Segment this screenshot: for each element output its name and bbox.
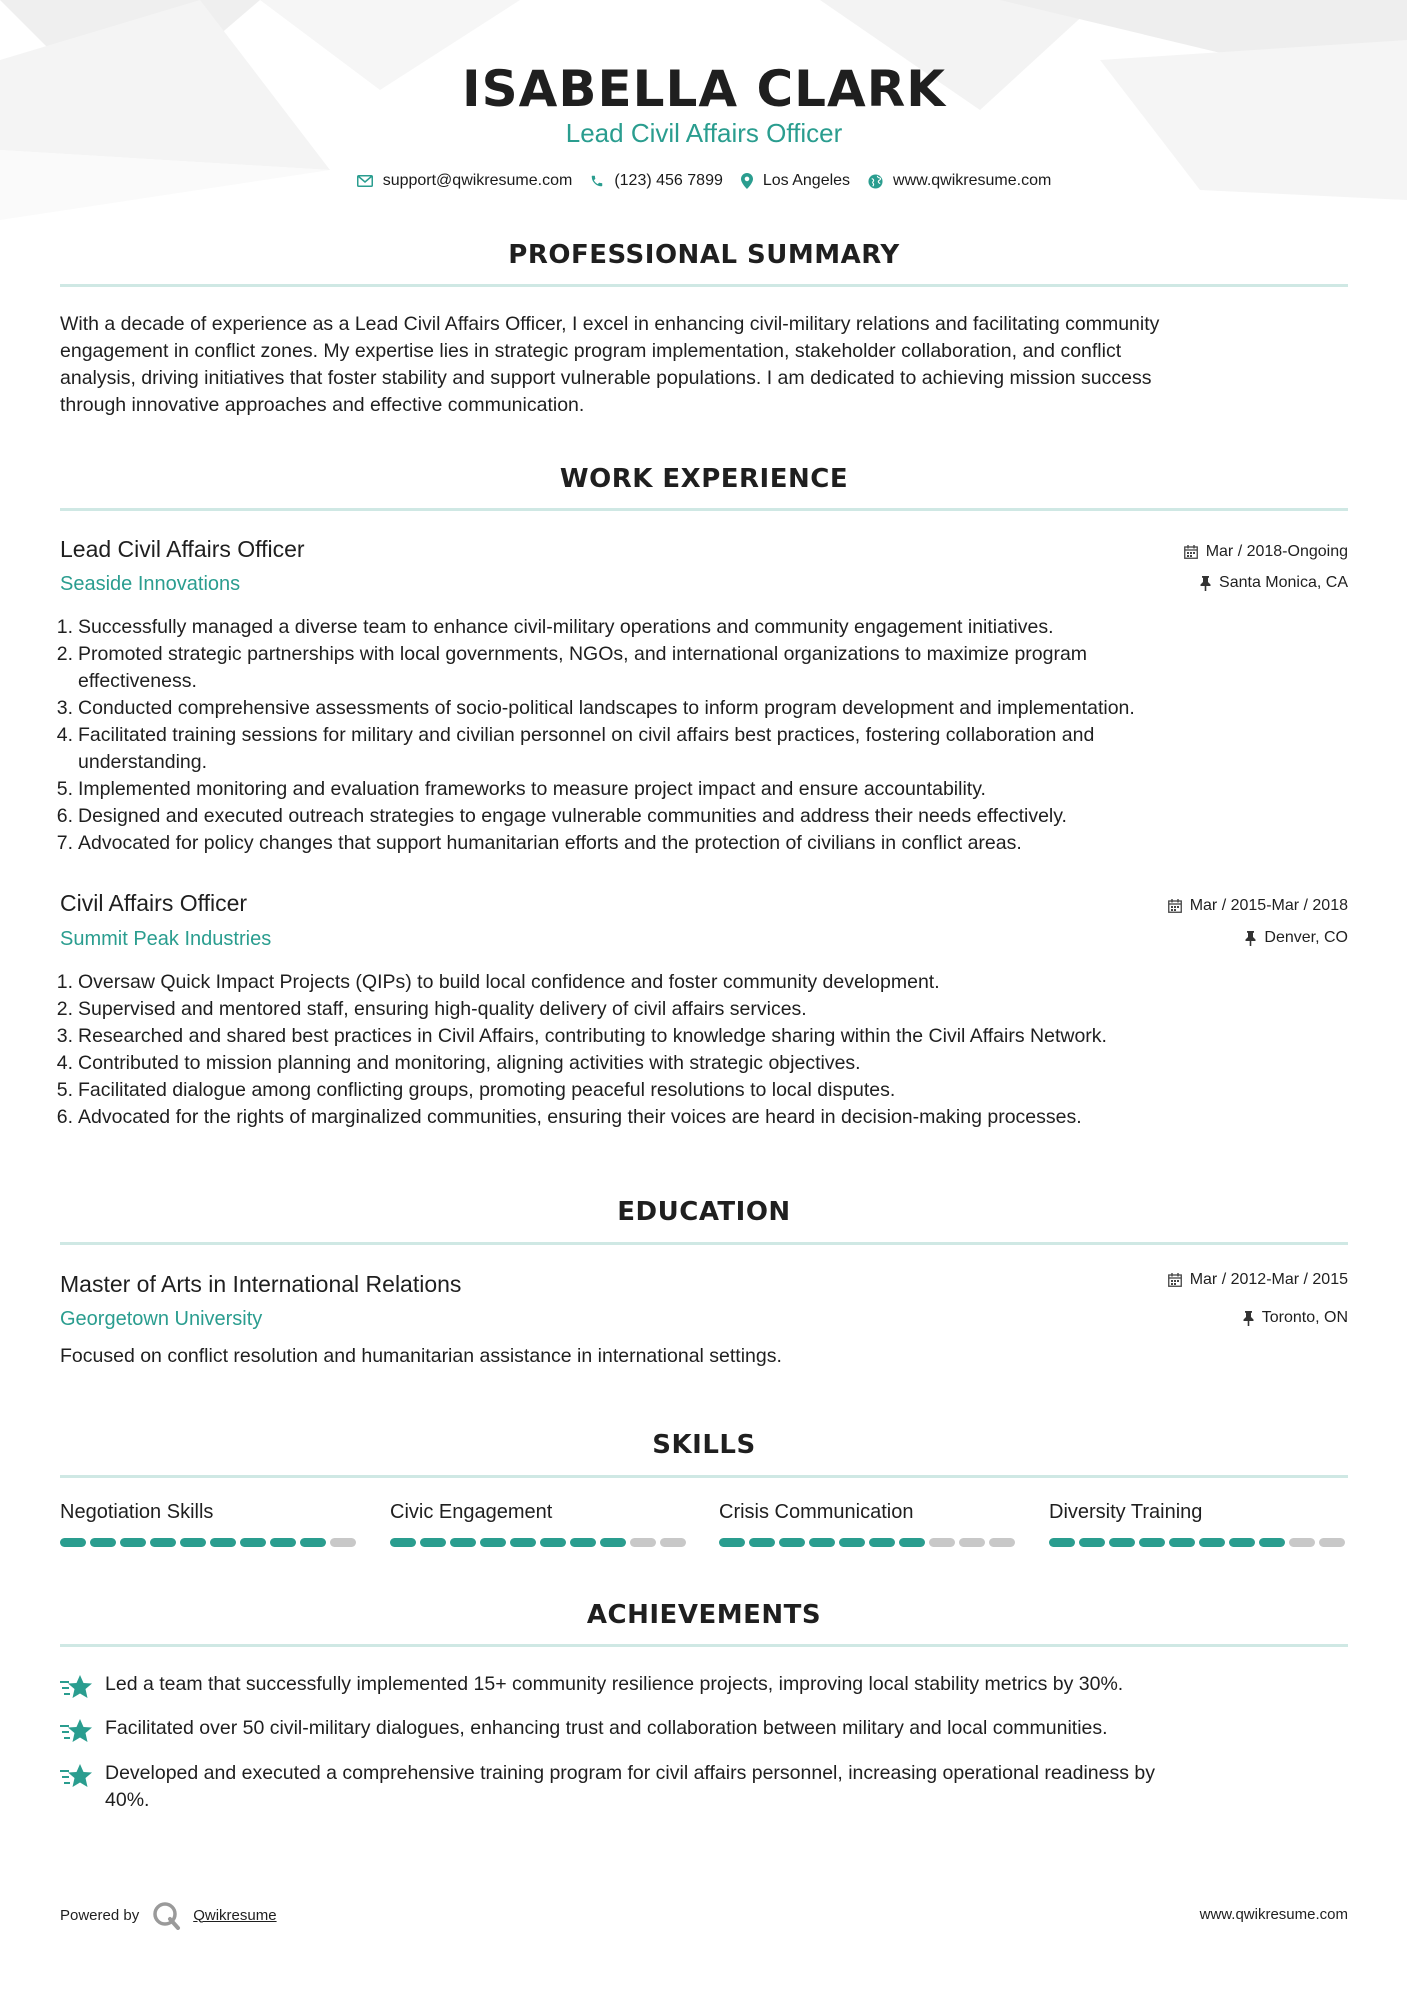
- skill-item: [1049, 1501, 1349, 1547]
- pushpin-icon: [1243, 1311, 1254, 1326]
- footer-website[interactable]: www.qwikresume.com: [1199, 1906, 1348, 1923]
- skill-name: Negotiation Skills: [60, 1501, 214, 1523]
- job-bullets: [56, 614, 1348, 857]
- skills-heading: SKILLS: [652, 1430, 756, 1460]
- skill-dot-filled: [719, 1538, 745, 1547]
- list-item: 2. Supervised and mentored staff, ensuring high-quality delivery of civil affairs services.: [56, 998, 807, 1020]
- job-title: Civil Affairs Officer: [60, 890, 248, 916]
- education-location: [1243, 1309, 1348, 1327]
- skill-dot-empty: [1289, 1538, 1315, 1547]
- skill-dot-filled: [90, 1538, 116, 1547]
- list-item: understanding.: [78, 751, 208, 773]
- contact-location: [741, 172, 850, 190]
- skill-dot-filled: [480, 1538, 506, 1547]
- skill-dot-filled: [809, 1538, 835, 1547]
- summary-text: [60, 311, 1348, 419]
- skill-dot-filled: [120, 1538, 146, 1547]
- skill-dot-empty: [660, 1538, 686, 1547]
- skill-name: Crisis Communication: [719, 1501, 914, 1523]
- job-company: Seaside Innovations: [60, 573, 241, 595]
- skill-dot-empty: [959, 1538, 985, 1547]
- achievement-line: Led a team that successfully implemented 15+ community resilience projects, improving local stability metrics by 30%.: [105, 1673, 1124, 1695]
- summary-line: engagement in conflict zones. My expertise lies in strategic program implementation, stakeholder collaboration, and conflict: [60, 340, 1122, 362]
- qwikresume-logo-icon: [151, 1900, 181, 1930]
- skill-dot-filled: [779, 1538, 805, 1547]
- skill-dot-filled: [420, 1538, 446, 1547]
- email-text: support@qwikresume.com: [382, 172, 573, 189]
- calendar-icon: [1168, 1273, 1182, 1287]
- achievement-text: [105, 1760, 1155, 1814]
- list-item: 3. Researched and shared best practices in Civil Affairs, contributing to knowledge sharing within the Civil Affairs Network.: [56, 1025, 1107, 1047]
- skill-dot-empty: [330, 1538, 356, 1547]
- skill-dot-filled: [450, 1538, 476, 1547]
- skill-dot-filled: [1199, 1538, 1225, 1547]
- achievement-text: [105, 1671, 1123, 1709]
- calendar-icon: [1184, 545, 1198, 559]
- website-text: www.qwikresume.com: [893, 172, 1052, 189]
- skill-dot-filled: [540, 1538, 566, 1547]
- skill-dot-empty: [630, 1538, 656, 1547]
- contact-email[interactable]: [357, 172, 573, 190]
- job-location-text: Santa Monica, CA: [1219, 574, 1348, 591]
- skill-dot-filled: [60, 1538, 86, 1547]
- education-dates-text: Mar / 2012-Mar / 2015: [1189, 1271, 1348, 1288]
- summary-heading: PROFESSIONAL SUMMARY: [508, 240, 900, 270]
- skill-dot-filled: [1169, 1538, 1195, 1547]
- skill-dot-filled: [600, 1538, 626, 1547]
- star-icon: [60, 1760, 105, 1814]
- skill-rating: [719, 1538, 1019, 1547]
- powered-by-label: Powered by: [60, 1906, 140, 1924]
- education-location-text: Toronto, ON: [1261, 1309, 1348, 1326]
- pushpin-icon: [1245, 931, 1256, 946]
- star-icon: [60, 1671, 105, 1709]
- calendar-icon: [1168, 899, 1182, 913]
- skill-dot-filled: [1079, 1538, 1105, 1547]
- candidate-role: Lead Civil Affairs Officer: [565, 118, 843, 148]
- job-title: Lead Civil Affairs Officer: [60, 536, 305, 562]
- footer-powered-by: [60, 1900, 277, 1930]
- list-item: 4. Contributed to mission planning and monitoring, aligning activities with strategic objectives.: [56, 1052, 861, 1074]
- job-dates: [1184, 543, 1348, 561]
- job-bullets: [56, 969, 1348, 1131]
- job-dates-text: Mar / 2015-Mar / 2018: [1189, 897, 1348, 914]
- list-item: effectiveness.: [78, 670, 197, 692]
- contact-bar: [60, 172, 1348, 190]
- brand-link[interactable]: Qwikresume: [193, 1906, 277, 1924]
- list-item: 2. Promoted strategic partnerships with local governments, NGOs, and international organizations to maximize program: [56, 643, 1088, 665]
- education-dates: [1168, 1271, 1348, 1289]
- candidate-name: ISABELLA CLARK: [462, 60, 946, 118]
- pushpin-icon: [1200, 576, 1211, 591]
- skill-dot-empty: [1319, 1538, 1345, 1547]
- achievement-line: Facilitated over 50 civil-military dialogues, enhancing trust and collaboration between military and local communities.: [105, 1717, 1108, 1739]
- education-rule: [60, 1242, 1348, 1245]
- school-name: Georgetown University: [60, 1308, 263, 1330]
- skill-dot-filled: [180, 1538, 206, 1547]
- envelope-icon: [357, 175, 373, 187]
- list-item: 6. Advocated for the rights of marginalized communities, ensuring their voices are heard in decision-making processes.: [56, 1106, 1082, 1128]
- list-item: 4. Facilitated training sessions for military and civilian personnel on civil affairs best practices, fostering collaboration and: [56, 724, 1095, 746]
- job-dates-text: Mar / 2018-Ongoing: [1205, 543, 1348, 560]
- list-item: 5. Facilitated dialogue among conflicting groups, promoting peaceful resolutions to local disputes.: [56, 1079, 896, 1101]
- skill-item: [719, 1501, 1019, 1547]
- summary-rule: [60, 284, 1348, 287]
- skill-rating: [390, 1538, 690, 1547]
- map-pin-icon: [741, 173, 753, 189]
- education-description: Focused on conflict resolution and humanitarian assistance in international settings.: [60, 1345, 782, 1367]
- summary-line: With a decade of experience as a Lead Civil Affairs Officer, I excel in enhancing civil-military relations and facilitating community: [60, 313, 1160, 335]
- location-text: Los Angeles: [762, 172, 851, 189]
- skill-dot-filled: [1139, 1538, 1165, 1547]
- skill-item: [60, 1501, 360, 1547]
- skill-rating: [60, 1538, 360, 1547]
- skill-dot-filled: [899, 1538, 925, 1547]
- education-heading: EDUCATION: [617, 1197, 791, 1227]
- job-location: [1245, 929, 1348, 947]
- list-item: 7. Advocated for policy changes that support humanitarian efforts and the protection of civilians in conflict areas.: [56, 832, 1022, 854]
- skill-dot-filled: [240, 1538, 266, 1547]
- contact-website[interactable]: [868, 172, 1051, 190]
- skill-dot-filled: [749, 1538, 775, 1547]
- list-item: 6. Designed and executed outreach strategies to engage vulnerable communities and address their needs effectively.: [56, 805, 1067, 827]
- job-location-text: Denver, CO: [1264, 929, 1348, 946]
- skill-dot-filled: [869, 1538, 895, 1547]
- summary-line: analysis, driving initiatives that foster stability and support vulnerable populations. I am dedicated to achieving mission success: [60, 367, 1152, 389]
- contact-phone[interactable]: [590, 172, 723, 190]
- skill-dot-filled: [839, 1538, 865, 1547]
- job-dates: [1168, 897, 1348, 915]
- achievement-line: Developed and executed a comprehensive training program for civil affairs personnel, increasing operational readiness by: [105, 1762, 1155, 1784]
- degree-title: Master of Arts in International Relations: [60, 1271, 462, 1297]
- skill-dot-filled: [1259, 1538, 1285, 1547]
- job-company: Summit Peak Industries: [60, 928, 272, 950]
- phone-text: (123) 456 7899: [614, 172, 723, 189]
- skill-dot-filled: [1229, 1538, 1255, 1547]
- skill-dot-filled: [1049, 1538, 1075, 1547]
- phone-icon: [590, 174, 604, 188]
- list-item: 3. Conducted comprehensive assessments of socio-political landscapes to inform program development and implementation.: [56, 697, 1135, 719]
- achievement-item: [60, 1671, 1348, 1709]
- achievements-heading: ACHIEVEMENTS: [586, 1600, 822, 1630]
- skill-dot-filled: [300, 1538, 326, 1547]
- star-icon: [60, 1715, 105, 1753]
- achievement-line: 40%.: [105, 1789, 150, 1811]
- summary-line: through innovative approaches and effective communication.: [60, 394, 585, 416]
- experience-heading: WORK EXPERIENCE: [559, 464, 849, 494]
- skill-dot-filled: [390, 1538, 416, 1547]
- job-location: [1200, 574, 1348, 592]
- skill-item: [390, 1501, 690, 1547]
- skill-dot-filled: [270, 1538, 296, 1547]
- skill-name: Diversity Training: [1049, 1501, 1203, 1523]
- achievement-item: [60, 1760, 1348, 1814]
- experience-rule: [60, 508, 1348, 511]
- list-item: 1. Successfully managed a diverse team to enhance civil-military operations and community engagement initiatives.: [56, 616, 1054, 638]
- skill-dot-filled: [1109, 1538, 1135, 1547]
- achievement-item: [60, 1715, 1348, 1753]
- list-item: 1. Oversaw Quick Impact Projects (QIPs) to build local confidence and foster community development.: [56, 971, 940, 993]
- skill-dot-empty: [929, 1538, 955, 1547]
- achievements-rule: [60, 1644, 1348, 1647]
- skill-rating: [1049, 1538, 1349, 1547]
- skill-dot-filled: [570, 1538, 596, 1547]
- skill-dot-filled: [150, 1538, 176, 1547]
- globe-icon: [868, 174, 883, 189]
- achievement-text: [105, 1715, 1108, 1753]
- skills-rule: [60, 1475, 1348, 1478]
- list-item: 5. Implemented monitoring and evaluation frameworks to measure project impact and ensure accountability.: [56, 778, 986, 800]
- skill-dot-empty: [989, 1538, 1015, 1547]
- skill-name: Civic Engagement: [390, 1501, 553, 1523]
- skill-dot-filled: [510, 1538, 536, 1547]
- skill-dot-filled: [210, 1538, 236, 1547]
